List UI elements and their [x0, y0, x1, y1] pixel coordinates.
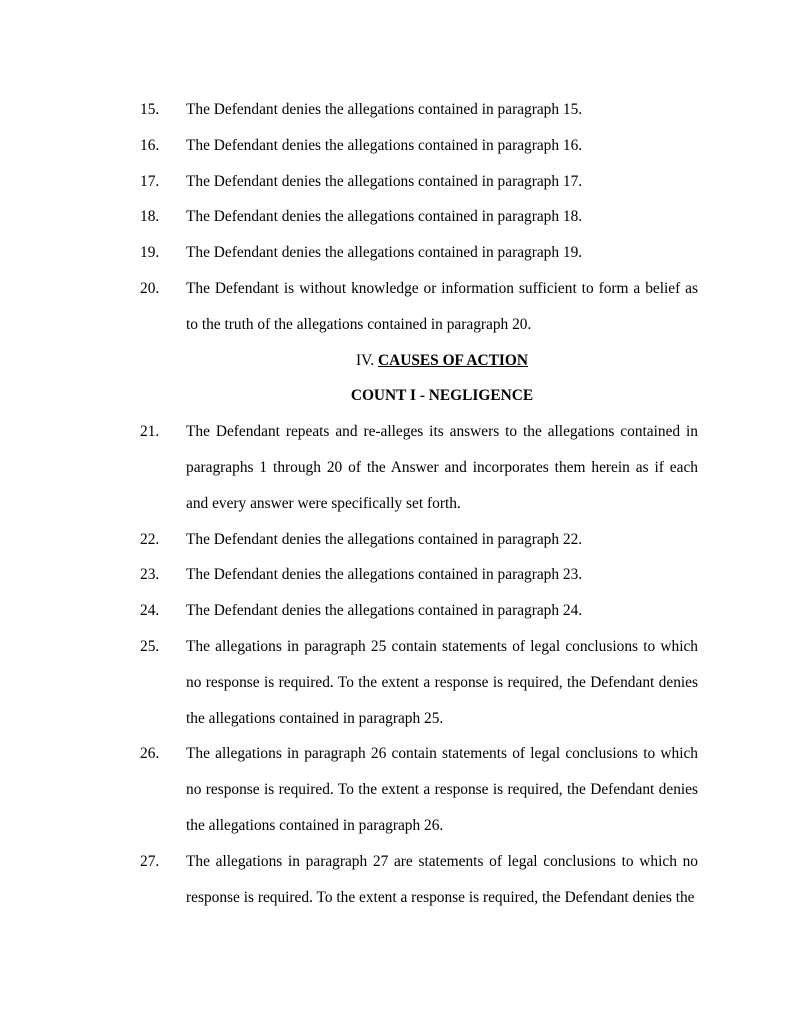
document-body: [140, 92, 698, 915]
paragraph-number: 21.: [140, 423, 160, 441]
paragraph-number: 22.: [140, 530, 160, 548]
numbered-paragraph: [140, 199, 698, 235]
paragraph-line: The Defendant denies the allegations contained in paragraph 22.: [186, 530, 583, 548]
paragraph-line: The Defendant denies the allegations contained in paragraph 19.: [186, 244, 583, 262]
paragraph-line: The allegations in paragraph 27 are statements of legal conclusions to which no: [186, 852, 698, 870]
paragraph-line: The Defendant is without knowledge or information sufficient to form a belief as: [186, 279, 698, 297]
numbered-paragraph: [140, 92, 698, 128]
paragraph-line: The Defendant denies the allegations contained in paragraph 18.: [186, 208, 583, 226]
paragraph-number: 20.: [140, 279, 160, 297]
section-title: CAUSES OF ACTION: [378, 351, 528, 369]
paragraph-line: response is required. To the extent a response is required, the Defendant denies the: [186, 888, 695, 906]
numbered-paragraph: [140, 271, 698, 343]
paragraph-line: to the truth of the allegations contained in paragraph 20.: [186, 315, 532, 333]
numbered-paragraph: [140, 164, 698, 200]
numbered-paragraph: [140, 736, 698, 843]
paragraph-line: The Defendant denies the allegations contained in paragraph 23.: [186, 566, 583, 584]
paragraph-line: no response is required. To the extent a response is required, the Defendant denies: [186, 673, 698, 691]
paragraph-number: 16.: [140, 136, 160, 154]
paragraph-line: The allegations in paragraph 25 contain statements of legal conclusions to which: [186, 637, 698, 655]
paragraph-number: 27.: [140, 852, 160, 870]
numbered-paragraph: [140, 235, 698, 271]
numbered-paragraph: [140, 593, 698, 629]
paragraph-number: 26.: [140, 745, 160, 763]
section-heading: [94, 343, 744, 379]
paragraph-line: the allegations contained in paragraph 25.: [186, 709, 444, 727]
paragraph-line: The Defendant repeats and re-alleges its answers to the allegations contained in: [186, 423, 698, 441]
paragraph-number: 23.: [140, 566, 160, 584]
numbered-paragraph: [140, 128, 698, 164]
paragraph-number: 24.: [140, 602, 160, 620]
paragraph-line: and every answer were specifically set forth.: [186, 494, 461, 512]
count-heading: COUNT I - NEGLIGENCE: [350, 387, 534, 405]
paragraph-line: The Defendant denies the allegations contained in paragraph 17.: [186, 172, 583, 190]
paragraph-number: 17.: [140, 172, 160, 190]
paragraph-number: 18.: [140, 208, 160, 226]
paragraph-list-after: [140, 414, 698, 915]
paragraph-line: The Defendant denies the allegations contained in paragraph 15.: [186, 101, 583, 118]
numbered-paragraph: [140, 844, 698, 916]
paragraph-number: 25.: [140, 637, 160, 655]
section-roman-numeral: IV.: [356, 351, 375, 369]
paragraph-line: paragraphs 1 through 20 of the Answer and incorporates them herein as if each: [186, 458, 698, 476]
numbered-paragraph: [140, 414, 698, 521]
paragraph-line: The Defendant denies the allegations contained in paragraph 16.: [186, 136, 583, 154]
paragraph-line: The Defendant denies the allegations contained in paragraph 24.: [186, 602, 583, 620]
paragraph-number: 19.: [140, 244, 160, 262]
numbered-paragraph: [140, 629, 698, 736]
paragraph-number: 15.: [140, 101, 160, 118]
paragraph-line: the allegations contained in paragraph 26.: [186, 816, 444, 834]
numbered-paragraph: [140, 557, 698, 593]
paragraph-line: no response is required. To the extent a response is required, the Defendant denies: [186, 781, 698, 799]
paragraph-line: The allegations in paragraph 26 contain statements of legal conclusions to which: [186, 745, 698, 763]
numbered-paragraph: [140, 522, 698, 558]
paragraph-list-before: [140, 92, 698, 343]
